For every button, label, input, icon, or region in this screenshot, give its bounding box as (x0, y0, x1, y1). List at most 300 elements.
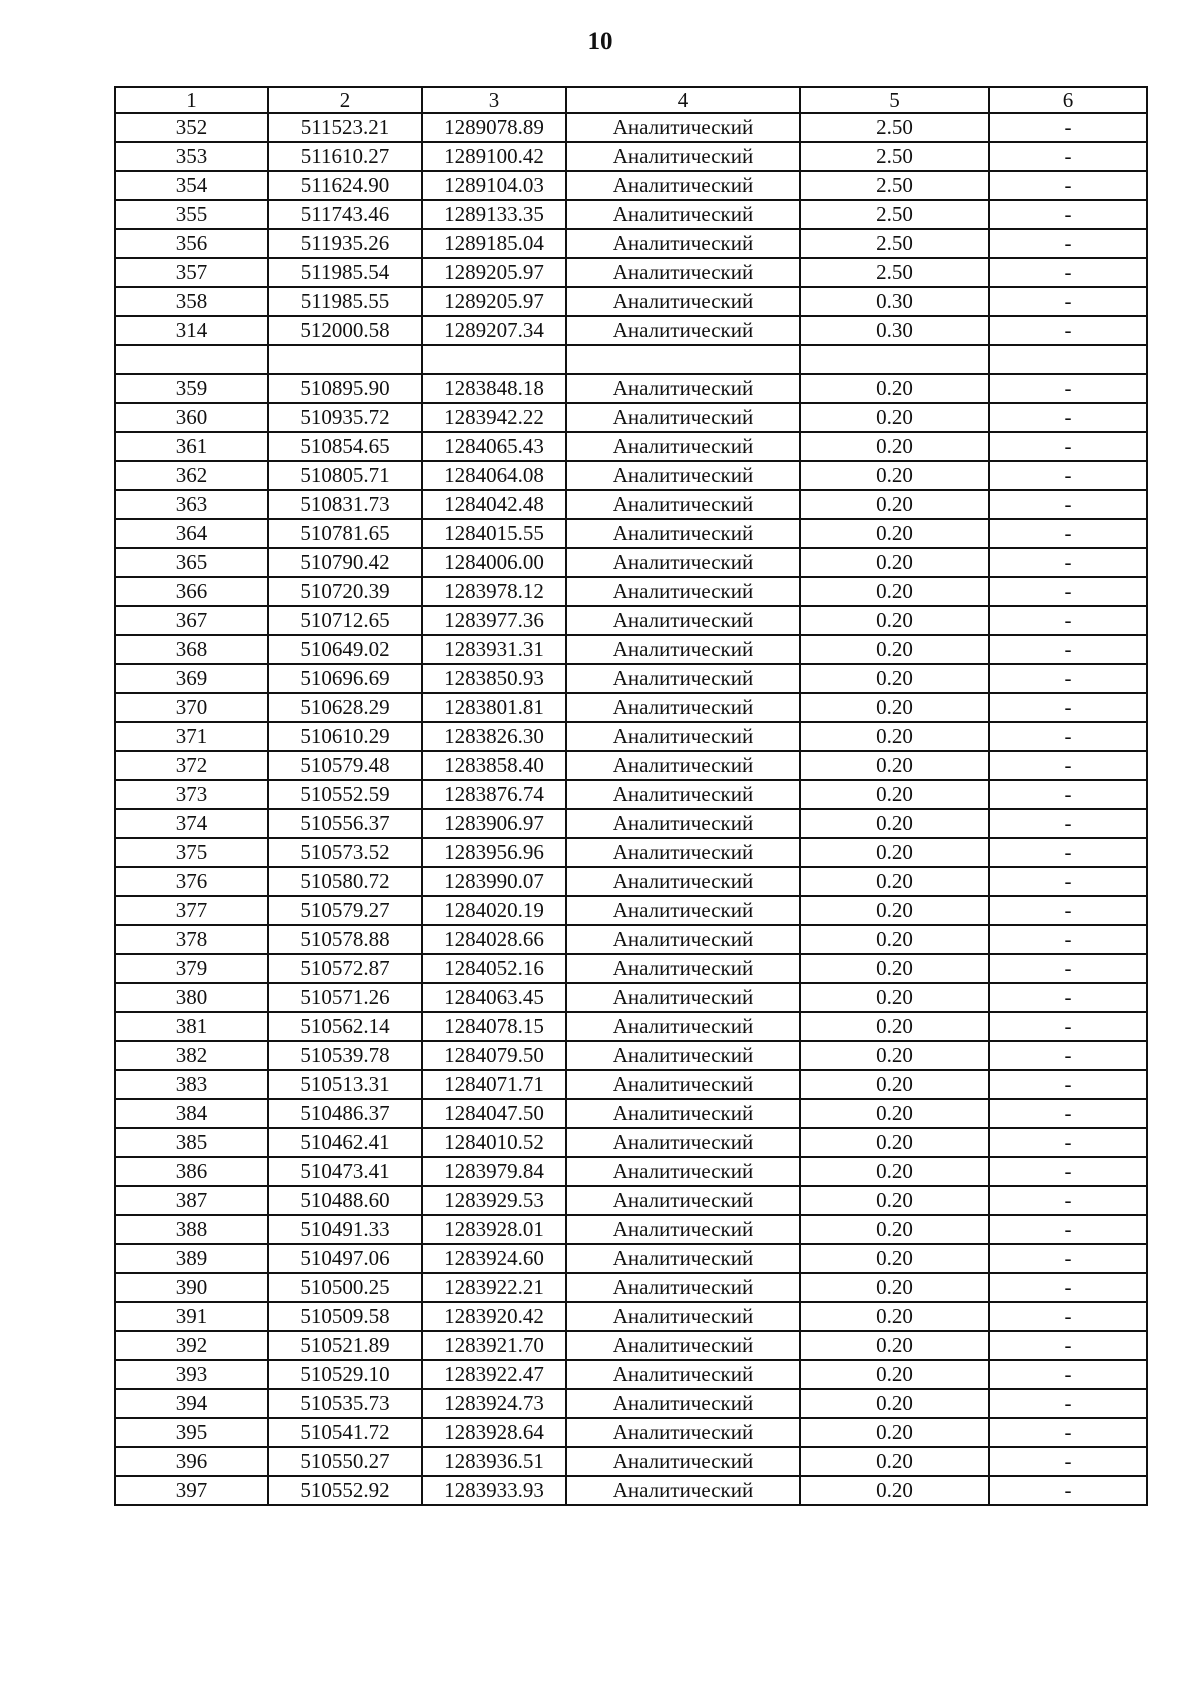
x-coordinate-cell: 510696.69 (268, 664, 422, 693)
table-row (115, 142, 1147, 171)
note-cell: - (989, 142, 1147, 171)
x-coordinate-cell: 510579.27 (268, 896, 422, 925)
method-cell: Аналитический (566, 751, 800, 780)
y-coordinate-cell: 1289133.35 (422, 200, 566, 229)
table-row (115, 925, 1147, 954)
y-coordinate-cell: 1284071.71 (422, 1070, 566, 1099)
note-cell: - (989, 258, 1147, 287)
point-number-cell: 385 (115, 1128, 268, 1157)
note-cell (989, 345, 1147, 374)
point-number-cell: 369 (115, 664, 268, 693)
accuracy-cell: 0.20 (800, 896, 989, 925)
table-row (115, 1099, 1147, 1128)
accuracy-cell: 0.20 (800, 693, 989, 722)
table-row (115, 780, 1147, 809)
method-cell: Аналитический (566, 403, 800, 432)
coordinates-table (114, 86, 1148, 1506)
point-number-cell: 357 (115, 258, 268, 287)
point-number-cell: 375 (115, 838, 268, 867)
x-coordinate-cell: 510579.48 (268, 751, 422, 780)
note-cell: - (989, 954, 1147, 983)
point-number-cell: 377 (115, 896, 268, 925)
y-coordinate-cell: 1283848.18 (422, 374, 566, 403)
method-cell: Аналитический (566, 1041, 800, 1070)
accuracy-cell: 0.20 (800, 1360, 989, 1389)
note-cell: - (989, 925, 1147, 954)
table-row (115, 577, 1147, 606)
table-row (115, 1186, 1147, 1215)
note-cell: - (989, 490, 1147, 519)
table-row (115, 838, 1147, 867)
point-number-cell: 381 (115, 1012, 268, 1041)
note-cell: - (989, 1302, 1147, 1331)
note-cell: - (989, 838, 1147, 867)
x-coordinate-cell: 510572.87 (268, 954, 422, 983)
note-cell: - (989, 983, 1147, 1012)
method-cell: Аналитический (566, 548, 800, 577)
table-row (115, 171, 1147, 200)
table-header (115, 87, 1147, 113)
point-number-cell: 314 (115, 316, 268, 345)
note-cell: - (989, 171, 1147, 200)
table-row (115, 461, 1147, 490)
y-coordinate-cell: 1283979.84 (422, 1157, 566, 1186)
note-cell: - (989, 1070, 1147, 1099)
note-cell: - (989, 461, 1147, 490)
table-row (115, 1215, 1147, 1244)
x-coordinate-cell: 510529.10 (268, 1360, 422, 1389)
point-number-cell: 368 (115, 635, 268, 664)
y-coordinate-cell: 1283858.40 (422, 751, 566, 780)
method-cell: Аналитический (566, 1331, 800, 1360)
x-coordinate-cell: 511624.90 (268, 171, 422, 200)
method-cell: Аналитический (566, 461, 800, 490)
method-cell: Аналитический (566, 316, 800, 345)
method-cell: Аналитический (566, 1418, 800, 1447)
point-number-cell: 394 (115, 1389, 268, 1418)
accuracy-cell: 2.50 (800, 200, 989, 229)
x-coordinate-cell: 510556.37 (268, 809, 422, 838)
note-cell: - (989, 287, 1147, 316)
column-header-2: 2 (268, 87, 422, 113)
note-cell: - (989, 1447, 1147, 1476)
point-number-cell: 359 (115, 374, 268, 403)
table-row (115, 751, 1147, 780)
note-cell: - (989, 1128, 1147, 1157)
accuracy-cell: 0.20 (800, 838, 989, 867)
note-cell: - (989, 867, 1147, 896)
point-number-cell: 360 (115, 403, 268, 432)
x-coordinate-cell: 510610.29 (268, 722, 422, 751)
x-coordinate-cell: 510571.26 (268, 983, 422, 1012)
accuracy-cell: 0.20 (800, 490, 989, 519)
point-number-cell: 370 (115, 693, 268, 722)
table-row (115, 1041, 1147, 1070)
point-number-cell: 352 (115, 113, 268, 142)
note-cell: - (989, 896, 1147, 925)
x-coordinate-cell: 510552.59 (268, 780, 422, 809)
method-cell: Аналитический (566, 1157, 800, 1186)
method-cell: Аналитический (566, 171, 800, 200)
y-coordinate-cell: 1284065.43 (422, 432, 566, 461)
method-cell: Аналитический (566, 1099, 800, 1128)
accuracy-cell: 0.20 (800, 1476, 989, 1505)
y-coordinate-cell: 1284078.15 (422, 1012, 566, 1041)
x-coordinate-cell: 510488.60 (268, 1186, 422, 1215)
y-coordinate-cell: 1283931.31 (422, 635, 566, 664)
accuracy-cell: 0.20 (800, 1244, 989, 1273)
y-coordinate-cell: 1283942.22 (422, 403, 566, 432)
method-cell: Аналитический (566, 1128, 800, 1157)
table-row (115, 1128, 1147, 1157)
method-cell: Аналитический (566, 113, 800, 142)
note-cell: - (989, 374, 1147, 403)
method-cell: Аналитический (566, 780, 800, 809)
point-number-cell: 391 (115, 1302, 268, 1331)
point-number-cell: 358 (115, 287, 268, 316)
y-coordinate-cell: 1289205.97 (422, 258, 566, 287)
accuracy-cell: 0.20 (800, 809, 989, 838)
method-cell: Аналитический (566, 519, 800, 548)
method-cell: Аналитический (566, 1244, 800, 1273)
table-row (115, 1273, 1147, 1302)
point-number-cell: 383 (115, 1070, 268, 1099)
x-coordinate-cell: 511610.27 (268, 142, 422, 171)
y-coordinate-cell: 1283921.70 (422, 1331, 566, 1360)
accuracy-cell: 0.20 (800, 1418, 989, 1447)
accuracy-cell: 0.20 (800, 954, 989, 983)
y-coordinate-cell: 1283906.97 (422, 809, 566, 838)
y-coordinate-cell: 1283928.01 (422, 1215, 566, 1244)
accuracy-cell: 0.20 (800, 1186, 989, 1215)
note-cell: - (989, 780, 1147, 809)
x-coordinate-cell: 510831.73 (268, 490, 422, 519)
note-cell: - (989, 432, 1147, 461)
table-row (115, 606, 1147, 635)
note-cell: - (989, 751, 1147, 780)
y-coordinate-cell: 1283978.12 (422, 577, 566, 606)
y-coordinate-cell: 1283826.30 (422, 722, 566, 751)
table-row (115, 229, 1147, 258)
note-cell: - (989, 1331, 1147, 1360)
method-cell: Аналитический (566, 664, 800, 693)
point-number-cell: 382 (115, 1041, 268, 1070)
y-coordinate-cell: 1284020.19 (422, 896, 566, 925)
accuracy-cell: 2.50 (800, 171, 989, 200)
accuracy-cell: 0.20 (800, 983, 989, 1012)
table-row (115, 548, 1147, 577)
x-coordinate-cell: 510513.31 (268, 1070, 422, 1099)
accuracy-cell: 0.20 (800, 461, 989, 490)
y-coordinate-cell: 1283990.07 (422, 867, 566, 896)
table-row (115, 1244, 1147, 1273)
accuracy-cell: 0.20 (800, 1041, 989, 1070)
accuracy-cell: 0.20 (800, 635, 989, 664)
point-number-cell: 356 (115, 229, 268, 258)
y-coordinate-cell: 1284064.08 (422, 461, 566, 490)
accuracy-cell: 0.20 (800, 1447, 989, 1476)
accuracy-cell: 0.20 (800, 1302, 989, 1331)
y-coordinate-cell (422, 345, 566, 374)
accuracy-cell: 2.50 (800, 142, 989, 171)
note-cell: - (989, 1099, 1147, 1128)
table-row (115, 432, 1147, 461)
page-number: 10 (587, 28, 613, 55)
x-coordinate-cell (268, 345, 422, 374)
accuracy-cell: 0.20 (800, 548, 989, 577)
accuracy-cell: 0.20 (800, 664, 989, 693)
method-cell: Аналитический (566, 490, 800, 519)
point-number-cell: 373 (115, 780, 268, 809)
y-coordinate-cell: 1283850.93 (422, 664, 566, 693)
method-cell: Аналитический (566, 200, 800, 229)
method-cell: Аналитический (566, 374, 800, 403)
accuracy-cell: 0.20 (800, 1215, 989, 1244)
y-coordinate-cell: 1283956.96 (422, 838, 566, 867)
method-cell: Аналитический (566, 635, 800, 664)
x-coordinate-cell: 510552.92 (268, 1476, 422, 1505)
x-coordinate-cell: 510573.52 (268, 838, 422, 867)
method-cell: Аналитический (566, 1186, 800, 1215)
x-coordinate-cell: 510491.33 (268, 1215, 422, 1244)
table-row (115, 1012, 1147, 1041)
accuracy-cell: 0.20 (800, 867, 989, 896)
method-cell: Аналитический (566, 606, 800, 635)
method-cell: Аналитический (566, 577, 800, 606)
point-number-cell: 372 (115, 751, 268, 780)
x-coordinate-cell: 510535.73 (268, 1389, 422, 1418)
accuracy-cell: 0.30 (800, 316, 989, 345)
point-number-cell: 396 (115, 1447, 268, 1476)
method-cell: Аналитический (566, 925, 800, 954)
accuracy-cell: 0.20 (800, 1070, 989, 1099)
accuracy-cell: 0.20 (800, 374, 989, 403)
header-row (115, 87, 1147, 113)
accuracy-cell: 0.30 (800, 287, 989, 316)
x-coordinate-cell: 510562.14 (268, 1012, 422, 1041)
note-cell: - (989, 316, 1147, 345)
note-cell: - (989, 722, 1147, 751)
x-coordinate-cell: 510500.25 (268, 1273, 422, 1302)
method-cell: Аналитический (566, 1215, 800, 1244)
method-cell: Аналитический (566, 809, 800, 838)
x-coordinate-cell: 510580.72 (268, 867, 422, 896)
accuracy-cell: 0.20 (800, 606, 989, 635)
method-cell: Аналитический (566, 1070, 800, 1099)
table-row (115, 867, 1147, 896)
point-number-cell: 364 (115, 519, 268, 548)
table-row (115, 693, 1147, 722)
column-header-3: 3 (422, 87, 566, 113)
table-row (115, 1157, 1147, 1186)
accuracy-cell: 0.20 (800, 1331, 989, 1360)
table-row (115, 374, 1147, 403)
method-cell: Аналитический (566, 1476, 800, 1505)
x-coordinate-cell: 510720.39 (268, 577, 422, 606)
y-coordinate-cell: 1284063.45 (422, 983, 566, 1012)
accuracy-cell: 0.20 (800, 751, 989, 780)
method-cell: Аналитический (566, 693, 800, 722)
point-number-cell: 390 (115, 1273, 268, 1302)
table-row (115, 635, 1147, 664)
x-coordinate-cell: 512000.58 (268, 316, 422, 345)
note-cell: - (989, 1476, 1147, 1505)
point-number-cell: 371 (115, 722, 268, 751)
note-cell: - (989, 1418, 1147, 1447)
table-row (115, 1476, 1147, 1505)
note-cell: - (989, 693, 1147, 722)
accuracy-cell: 0.20 (800, 519, 989, 548)
point-number-cell: 380 (115, 983, 268, 1012)
x-coordinate-cell: 510854.65 (268, 432, 422, 461)
accuracy-cell: 2.50 (800, 258, 989, 287)
note-cell: - (989, 809, 1147, 838)
point-number-cell: 353 (115, 142, 268, 171)
point-number-cell: 376 (115, 867, 268, 896)
accuracy-cell: 0.20 (800, 722, 989, 751)
table-row (115, 722, 1147, 751)
table-row (115, 664, 1147, 693)
x-coordinate-cell: 510473.41 (268, 1157, 422, 1186)
y-coordinate-cell: 1283924.73 (422, 1389, 566, 1418)
y-coordinate-cell: 1284015.55 (422, 519, 566, 548)
x-coordinate-cell: 510521.89 (268, 1331, 422, 1360)
y-coordinate-cell: 1283922.47 (422, 1360, 566, 1389)
y-coordinate-cell: 1283928.64 (422, 1418, 566, 1447)
table-row (115, 1360, 1147, 1389)
y-coordinate-cell: 1284028.66 (422, 925, 566, 954)
accuracy-cell: 0.20 (800, 403, 989, 432)
method-cell: Аналитический (566, 1273, 800, 1302)
point-number-cell: 362 (115, 461, 268, 490)
x-coordinate-cell: 511985.54 (268, 258, 422, 287)
x-coordinate-cell: 510462.41 (268, 1128, 422, 1157)
y-coordinate-cell: 1284010.52 (422, 1128, 566, 1157)
note-cell: - (989, 1186, 1147, 1215)
point-number-cell: 395 (115, 1418, 268, 1447)
note-cell: - (989, 1360, 1147, 1389)
note-cell: - (989, 1389, 1147, 1418)
table-row (115, 345, 1147, 374)
y-coordinate-cell: 1284006.00 (422, 548, 566, 577)
point-number-cell: 384 (115, 1099, 268, 1128)
accuracy-cell: 0.20 (800, 432, 989, 461)
table-row (115, 954, 1147, 983)
x-coordinate-cell: 511935.26 (268, 229, 422, 258)
method-cell: Аналитический (566, 432, 800, 461)
method-cell: Аналитический (566, 1389, 800, 1418)
x-coordinate-cell: 510509.58 (268, 1302, 422, 1331)
y-coordinate-cell: 1289100.42 (422, 142, 566, 171)
note-cell: - (989, 113, 1147, 142)
point-number-cell: 388 (115, 1215, 268, 1244)
method-cell (566, 345, 800, 374)
note-cell: - (989, 1273, 1147, 1302)
y-coordinate-cell: 1284079.50 (422, 1041, 566, 1070)
x-coordinate-cell: 510578.88 (268, 925, 422, 954)
y-coordinate-cell: 1284047.50 (422, 1099, 566, 1128)
accuracy-cell: 0.20 (800, 1099, 989, 1128)
x-coordinate-cell: 510497.06 (268, 1244, 422, 1273)
method-cell: Аналитический (566, 1447, 800, 1476)
note-cell: - (989, 664, 1147, 693)
method-cell: Аналитический (566, 1012, 800, 1041)
method-cell: Аналитический (566, 722, 800, 751)
method-cell: Аналитический (566, 983, 800, 1012)
note-cell: - (989, 606, 1147, 635)
table-row (115, 258, 1147, 287)
note-cell: - (989, 519, 1147, 548)
x-coordinate-cell: 510550.27 (268, 1447, 422, 1476)
y-coordinate-cell: 1289078.89 (422, 113, 566, 142)
x-coordinate-cell: 510649.02 (268, 635, 422, 664)
point-number-cell: 366 (115, 577, 268, 606)
table-row (115, 490, 1147, 519)
note-cell: - (989, 229, 1147, 258)
point-number-cell: 374 (115, 809, 268, 838)
note-cell: - (989, 1041, 1147, 1070)
note-cell: - (989, 635, 1147, 664)
table-row (115, 403, 1147, 432)
point-number-cell: 365 (115, 548, 268, 577)
y-coordinate-cell: 1289104.03 (422, 171, 566, 200)
method-cell: Аналитический (566, 867, 800, 896)
table-row (115, 809, 1147, 838)
accuracy-cell: 0.20 (800, 1012, 989, 1041)
point-number-cell: 386 (115, 1157, 268, 1186)
point-number-cell: 397 (115, 1476, 268, 1505)
method-cell: Аналитический (566, 896, 800, 925)
method-cell: Аналитический (566, 838, 800, 867)
point-number-cell: 354 (115, 171, 268, 200)
table-row (115, 1418, 1147, 1447)
table-row (115, 287, 1147, 316)
x-coordinate-cell: 510486.37 (268, 1099, 422, 1128)
point-number-cell: 393 (115, 1360, 268, 1389)
table-body (115, 113, 1147, 1505)
y-coordinate-cell: 1283977.36 (422, 606, 566, 635)
y-coordinate-cell: 1283929.53 (422, 1186, 566, 1215)
y-coordinate-cell: 1283922.21 (422, 1273, 566, 1302)
accuracy-cell: 0.20 (800, 780, 989, 809)
point-number-cell (115, 345, 268, 374)
point-number-cell: 367 (115, 606, 268, 635)
method-cell: Аналитический (566, 287, 800, 316)
x-coordinate-cell: 511985.55 (268, 287, 422, 316)
point-number-cell: 361 (115, 432, 268, 461)
note-cell: - (989, 200, 1147, 229)
y-coordinate-cell: 1284052.16 (422, 954, 566, 983)
note-cell: - (989, 548, 1147, 577)
y-coordinate-cell: 1289205.97 (422, 287, 566, 316)
method-cell: Аналитический (566, 258, 800, 287)
y-coordinate-cell: 1283933.93 (422, 1476, 566, 1505)
table-row (115, 316, 1147, 345)
accuracy-cell: 2.50 (800, 113, 989, 142)
note-cell: - (989, 1244, 1147, 1273)
method-cell: Аналитический (566, 954, 800, 983)
note-cell: - (989, 1157, 1147, 1186)
point-number-cell: 378 (115, 925, 268, 954)
accuracy-cell: 0.20 (800, 577, 989, 606)
column-header-4: 4 (566, 87, 800, 113)
table-row (115, 200, 1147, 229)
accuracy-cell: 0.20 (800, 1157, 989, 1186)
y-coordinate-cell: 1283876.74 (422, 780, 566, 809)
table-row (115, 1447, 1147, 1476)
point-number-cell: 389 (115, 1244, 268, 1273)
table-row (115, 1389, 1147, 1418)
